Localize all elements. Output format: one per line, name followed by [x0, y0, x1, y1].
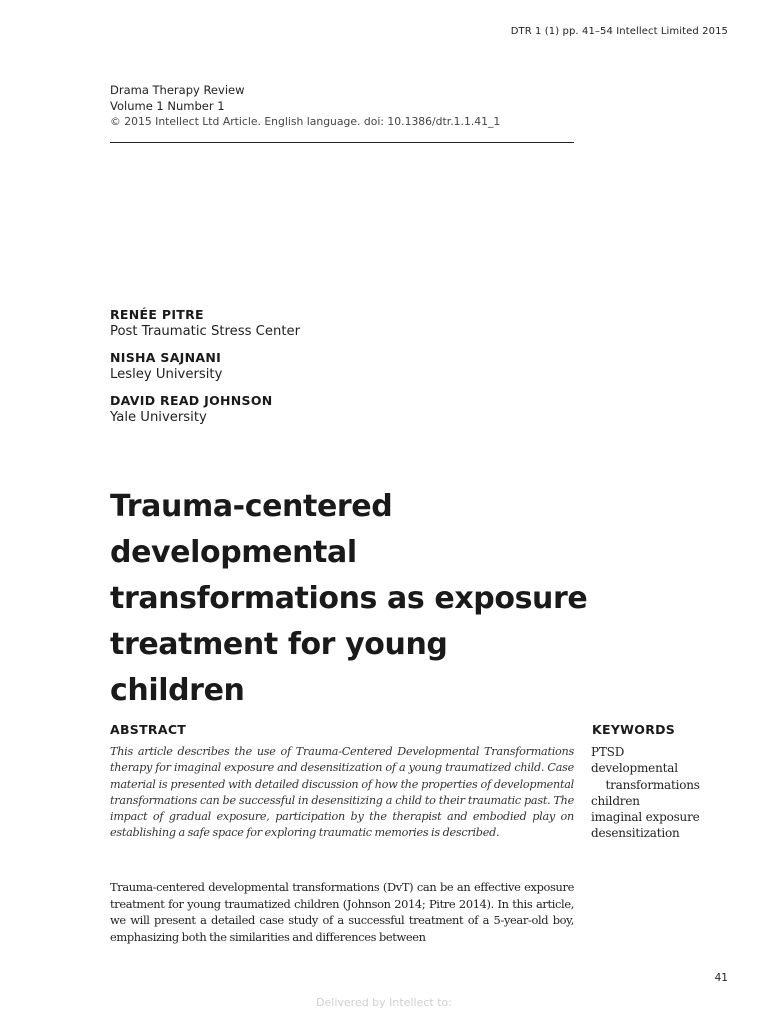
- author-affiliation: Yale University: [110, 410, 207, 425]
- keywords-heading: KEYWORDS: [592, 722, 676, 737]
- author-name: RENÉE PITRE: [110, 307, 204, 322]
- article-title: Trauma-centered developmental transformations as exposure treatment for young children: [110, 489, 588, 708]
- journal-copyright: © 2015 Intellect Ltd Article. English language. doi: 10.1386/dtr.1.1.41_1: [110, 115, 501, 128]
- body-paragraph: Trauma-centered developmental transformations (DvT) can be an effective exposure treatment for young traumatized children (Johnson 2014; Pitre 2014). In this article, we will present a detailed case study of a successful treatment of a 5-year-old boy, emphasizing both the similarities and differences between: [110, 880, 574, 944]
- author-affiliation: Lesley University: [110, 367, 223, 382]
- abstract-heading: ABSTRACT: [110, 722, 187, 737]
- keyword: desensitization: [591, 826, 680, 841]
- keyword: transformations: [591, 777, 700, 792]
- keyword: children: [591, 793, 640, 808]
- keyword: imaginal exposure: [591, 810, 700, 825]
- journal-name: Drama Therapy Review: [110, 83, 245, 97]
- author-list: [110, 306, 570, 435]
- author-name: NISHA SAJNANI: [110, 350, 222, 365]
- author: [110, 306, 570, 340]
- watermark: Delivered by Intellect to:: [316, 996, 452, 1009]
- author: [110, 392, 570, 426]
- author: [110, 349, 570, 383]
- journal-volume: Volume 1 Number 1: [110, 99, 225, 113]
- keyword: developmental: [591, 761, 678, 776]
- author-affiliation: Post Traumatic Stress Center: [110, 324, 301, 339]
- abstract-text: This article describes the use of Trauma-Centered Developmental Transformations therapy for imaginal exposure and desensitization of a young traumatized child. Case material is presented with detailed discussion of how the properties of developmental transformations can be successful in desensitizing a child to their traumatic past. The impact of gradual exposure, participation by the therapist and embodied play on establishing a safe space for exploring traumatic memories is described.: [110, 745, 574, 840]
- keywords-list: [591, 744, 741, 842]
- header-rule: [110, 142, 574, 143]
- author-name: DAVID READ JOHNSON: [110, 393, 273, 408]
- running-head: DTR 1 (1) pp. 41–54 Intellect Limited 2015: [510, 26, 728, 37]
- keyword: PTSD: [591, 745, 625, 759]
- page-number: 41: [714, 972, 728, 984]
- journal-info: [110, 82, 500, 130]
